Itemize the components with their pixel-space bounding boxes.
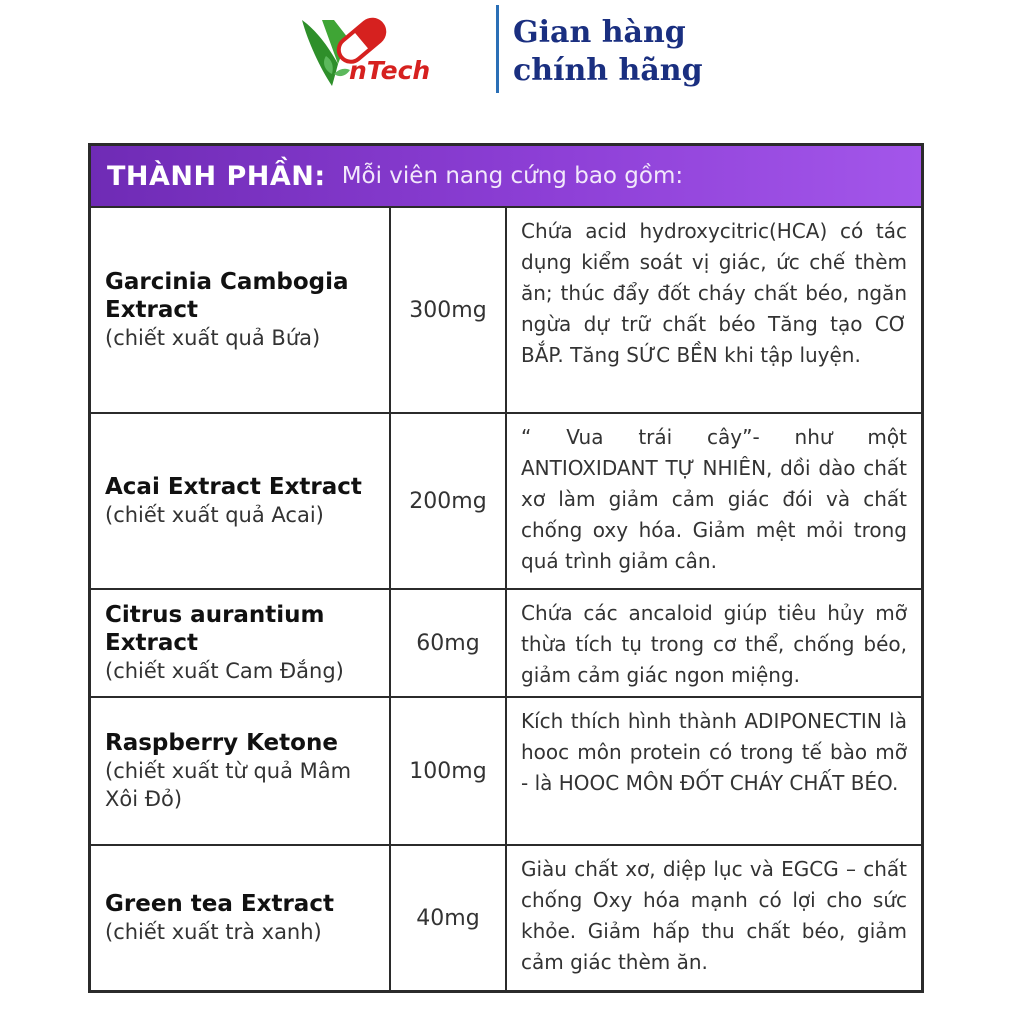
table-subtitle: Mỗi viên nang cứng bao gồm: (341, 163, 684, 189)
badge-line-1: Gian hàng (513, 15, 686, 50)
ingredient-cell (91, 414, 391, 588)
ingredient-source: (chiết xuất Cam Đắng) (105, 659, 344, 683)
logo-text: nTech (349, 56, 431, 85)
table-row (91, 696, 921, 844)
table-row (91, 588, 921, 696)
ingredient-description: “ Vua trái cây”- như một ANTIOXIDANT TỰ NHIÊN, dồi dào chất xơ làm giảm cảm giác đói và chất chống oxy hóa. Giảm mệt mỏi trong quá trình giảm cân. (521, 425, 907, 573)
ingredient-dose: 40mg (391, 846, 507, 990)
ingredient-cell (91, 846, 391, 990)
ingredient-name: Acai Extract Extract (105, 474, 362, 500)
ingredient-description: Chứa acid hydroxycitric(HCA) có tác dụng kiểm soát vị giác, ức chế thèm ăn; thúc đẩy đốt cháy chất béo, ngăn ngừa dự trữ chất béo Tăng tạo CƠ BẮP. Tăng SỨC BỀN khi tập luyện. (521, 219, 907, 367)
ingredient-dose: 60mg (391, 590, 507, 696)
table-title: THÀNH PHẦN: (107, 160, 326, 192)
ingredient-dose: 200mg (391, 414, 507, 588)
ingredient-description: Kích thích hình thành ADIPONECTIN là hooc môn protein có trong tế bào mỡ - là HOOC MÔN ĐỐT CHÁY CHẤT BÉO. (521, 709, 907, 795)
ingredient-description: Giàu chất xơ, diệp lục và EGCG – chất chống Oxy hóa mạnh có lợi cho sức khỏe. Giảm hấp thu chất béo, giảm cảm giác thèm ăn. (521, 857, 907, 974)
ingredient-source: (chiết xuất từ quả Mâm Xôi Đỏ) (105, 759, 352, 811)
ingredient-name: Green tea Extract (105, 891, 334, 917)
ingredient-name: Garcinia Cambogia Extract (105, 269, 349, 323)
ingredient-name: Raspberry Ketone (105, 730, 338, 756)
table-row (91, 844, 921, 990)
ingredient-source: (chiết xuất quả Bứa) (105, 326, 321, 350)
ingredient-cell (91, 590, 391, 696)
badge-line-2: chính hãng (513, 53, 703, 88)
table-header (91, 146, 921, 206)
ingredient-dose: 100mg (391, 698, 507, 844)
ingredient-name: Citrus aurantium Extract (105, 602, 325, 656)
official-store-badge (513, 14, 703, 90)
ingredient-source: (chiết xuất quả Acai) (105, 503, 324, 527)
header-divider (496, 5, 499, 93)
ingredient-source: (chiết xuất trà xanh) (105, 920, 322, 944)
ingredient-dose: 300mg (391, 208, 507, 412)
table-row (91, 206, 921, 412)
ingredient-description: Chứa các ancaloid giúp tiêu hủy mỡ thừa tích tụ trong cơ thể, chống béo, giảm cảm giác ngon miệng. (521, 601, 907, 687)
ingredient-cell (91, 208, 391, 412)
ingredients-table (88, 143, 924, 993)
ingredient-cell (91, 698, 391, 844)
table-row (91, 412, 921, 588)
